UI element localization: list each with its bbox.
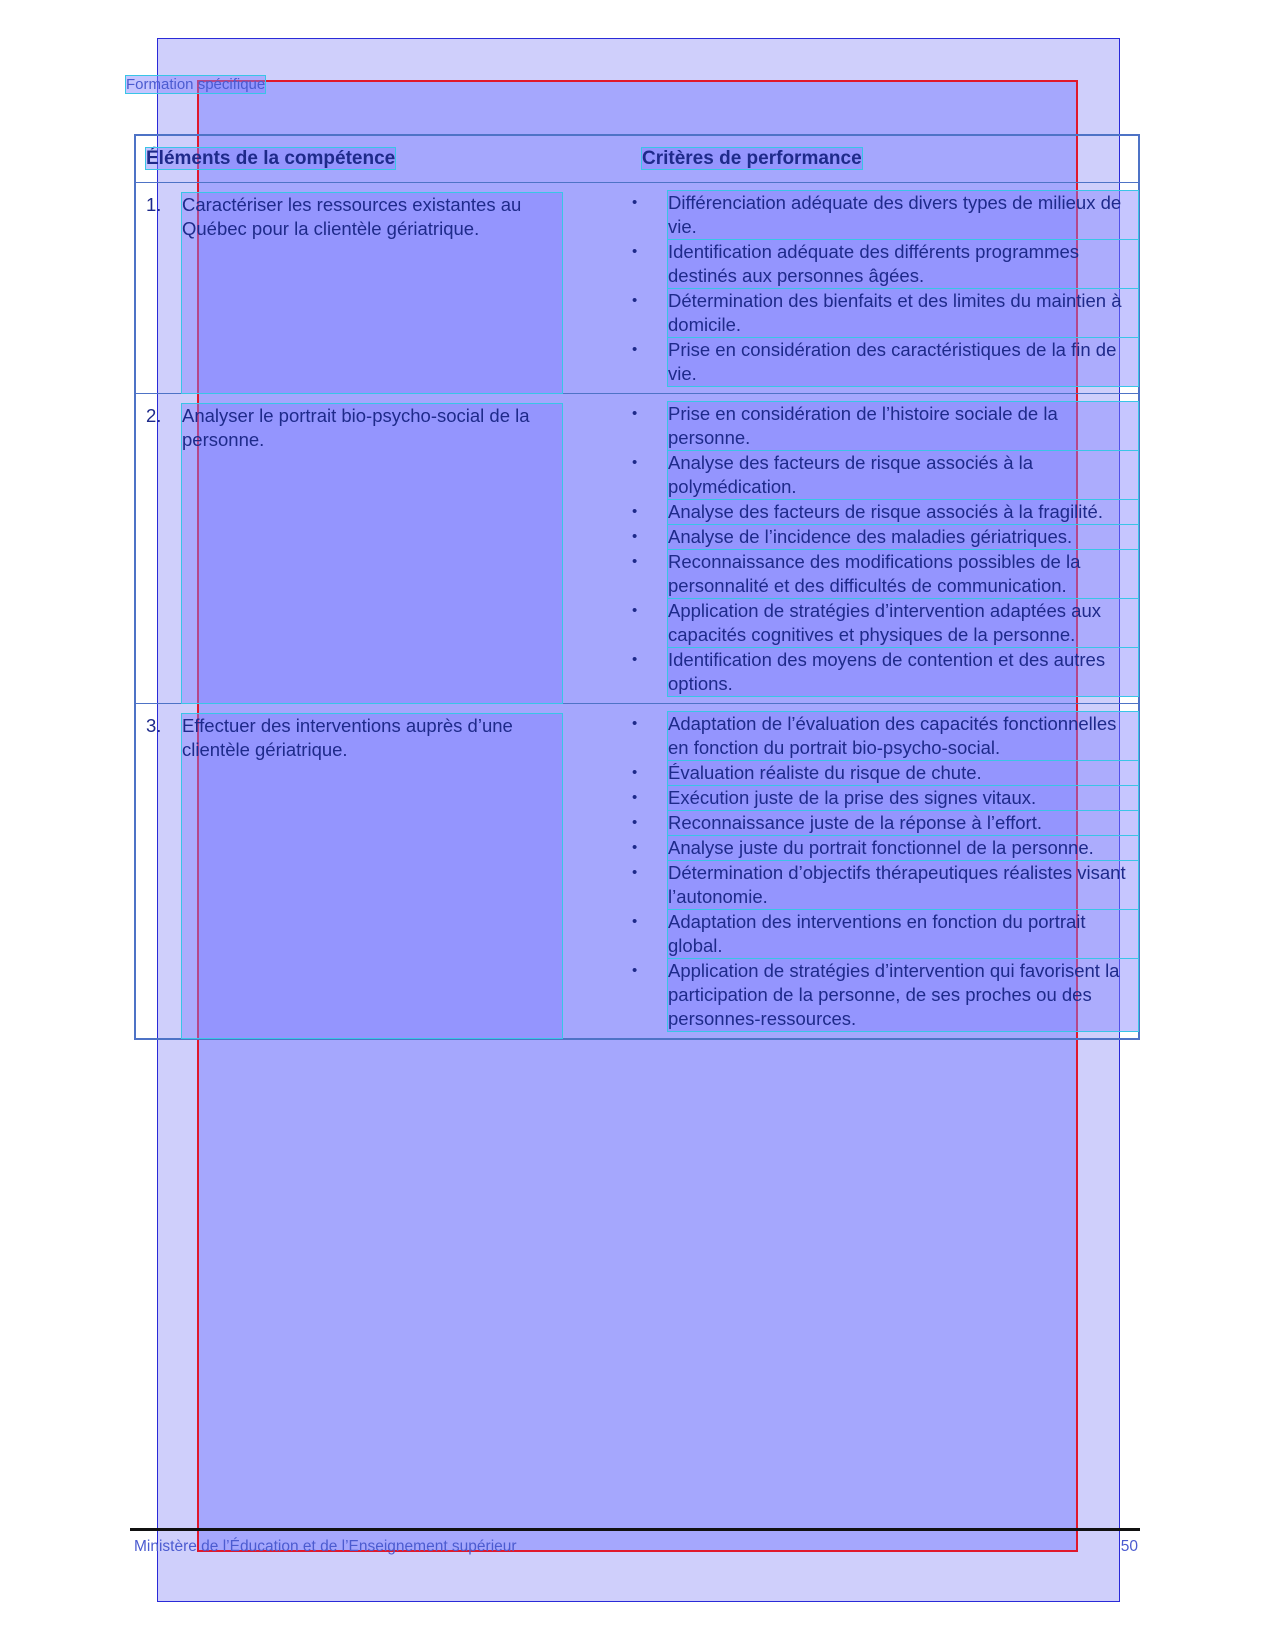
criteria-text: Identification adéquate des différents programmes destinés aux personnes âgées. [668,240,1138,288]
criteria-item [632,451,1138,499]
element-text: Caractériser les ressources existantes au Québec pour la clientèle gériatrique. [182,193,562,393]
criteria-list [632,712,1138,1031]
bullet-icon: • [632,243,638,260]
bullet-icon: • [632,764,638,781]
criteria-text: Application de stratégies d’intervention adaptées aux capacités cognitives et physiques de la personne. [668,599,1138,647]
criteria-cell [632,394,1138,703]
criteria-item [632,191,1138,239]
criteria-item [632,648,1138,696]
footer-divider [130,1528,1140,1531]
criteria-text: Prise en considération de l’histoire sociale de la personne. [668,402,1138,450]
criteria-text: Détermination des bienfaits et des limites du maintien à domicile. [668,289,1138,337]
element-cell [136,704,632,1038]
criteria-item [632,402,1138,450]
criteria-item [632,240,1138,288]
criteria-item [632,861,1138,909]
criteria-item [632,811,1138,835]
column-header-elements-label: Éléments de la compétence [146,148,396,169]
criteria-item [632,712,1138,760]
bullet-icon: • [632,864,638,881]
running-head: Formation spécifique [126,76,266,93]
footer-ministry: Ministère de l’Éducation et de l’Enseignement supérieur [134,1538,517,1555]
element-cell [136,183,632,393]
criteria-text: Différenciation adéquate des divers types de milieux de vie. [668,191,1138,239]
bullet-icon: • [632,553,638,570]
bullet-icon: • [632,602,638,619]
criteria-item [632,550,1138,598]
criteria-item [632,525,1138,549]
element-cell [136,394,632,703]
criteria-item [632,786,1138,810]
table-header-row [136,136,1138,183]
element-number: 2. [146,405,162,426]
criteria-text: Identification des moyens de contention et des autres options. [668,648,1138,696]
bullet-icon: • [632,528,638,545]
criteria-item [632,959,1138,1031]
criteria-list [632,191,1138,386]
bullet-icon: • [632,405,638,422]
criteria-text: Évaluation réaliste du risque de chute. [668,761,1138,785]
bullet-icon: • [632,341,638,358]
criteria-text: Analyse des facteurs de risque associés à la fragilité. [668,500,1138,524]
bullet-icon: • [632,814,638,831]
element-number: 1. [146,194,162,215]
criteria-text: Adaptation de l’évaluation des capacités fonctionnelles en fonction du portrait bio-psycho-social. [668,712,1138,760]
competence-table [134,134,1140,1040]
element-text: Effectuer des interventions auprès d’une clientèle gériatrique. [182,714,562,1038]
column-header-criteria-label: Critères de performance [642,148,862,169]
criteria-text: Application de stratégies d’intervention qui favorisent la participation de la personne, de ses proches ou des personnes-ressources. [668,959,1138,1031]
criteria-text: Adaptation des interventions en fonction du portrait global. [668,910,1138,958]
criteria-item [632,836,1138,860]
criteria-text: Reconnaissance des modifications possibles de la personnalité et des difficultés de communication. [668,550,1138,598]
element-number: 3. [146,715,162,736]
criteria-text: Détermination d’objectifs thérapeutiques réalistes visant l’autonomie. [668,861,1138,909]
criteria-item [632,761,1138,785]
bullet-icon: • [632,715,638,732]
bullet-icon: • [632,962,638,979]
bullet-icon: • [632,194,638,211]
criteria-cell [632,704,1138,1038]
criteria-item [632,289,1138,337]
bullet-icon: • [632,651,638,668]
table-row [136,394,1138,704]
bullet-icon: • [632,503,638,520]
bullet-icon: • [632,839,638,856]
criteria-item [632,599,1138,647]
criteria-item [632,338,1138,386]
criteria-text: Prise en considération des caractéristiques de la fin de vie. [668,338,1138,386]
table-row [136,183,1138,394]
element-text: Analyser le portrait bio-psycho-social de la personne. [182,404,562,703]
bullet-icon: • [632,789,638,806]
criteria-text: Analyse des facteurs de risque associés à la polymédication. [668,451,1138,499]
column-header-elements [136,148,642,170]
bullet-icon: • [632,292,638,309]
page-number: 50 [1120,1538,1138,1555]
bullet-icon: • [632,454,638,471]
criteria-text: Analyse de l’incidence des maladies gériatriques. [668,525,1138,549]
table-row [136,704,1138,1038]
table-body [136,183,1138,1038]
criteria-item [632,910,1138,958]
criteria-text: Analyse juste du portrait fonctionnel de la personne. [668,836,1138,860]
criteria-list [632,402,1138,696]
bullet-icon: • [632,913,638,930]
criteria-text: Reconnaissance juste de la réponse à l’effort. [668,811,1138,835]
criteria-text: Exécution juste de la prise des signes vitaux. [668,786,1138,810]
column-header-criteria [642,148,862,170]
criteria-item [632,500,1138,524]
criteria-cell [632,183,1138,393]
